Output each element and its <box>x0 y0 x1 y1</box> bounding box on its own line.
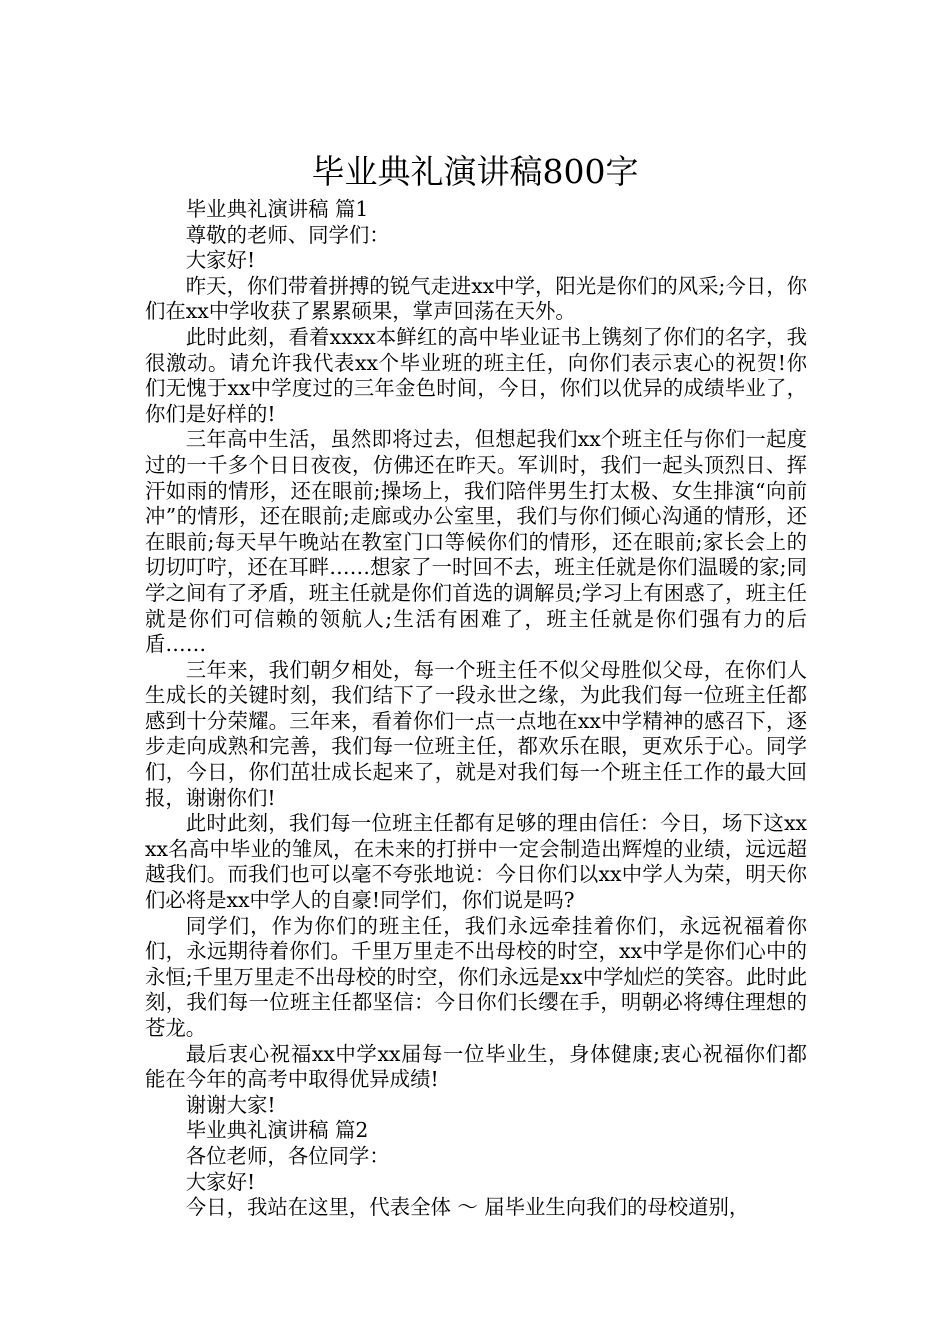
greeting: 大家好! <box>185 248 256 273</box>
document-title: 毕业典礼演讲稿800字 <box>311 152 639 192</box>
paragraph: 今日，我站在这里，代表全体 ～ 届毕业生向我们的母校道别， <box>185 1195 750 1220</box>
greeting: 大家好! <box>185 1169 256 1194</box>
paragraph: 三年高中生活，虽然即将过去，但想起我们xx个班主任与你们一起度过的一千多个日日夜夜，仿佛还在昨天。军训时，我们一起头顶烈日、挥汗如雨的情形，还在眼前;操场上，我们陪伴男生打太极、女生排演“向前冲”的情形，还在眼前;走廊或办公室里，我们与你们倾心沟通的情形，还在眼前;每天早午晚站在教室门口等候你们的情形，还在眼前;家长会上的切切叮咛，还在耳畔……想家了一时回不去，班主任就是你们温暖的家;同学之间有了矛盾，班主任就是你们首选的调解员;学习上有困惑了，班主任就是你们可信赖的领航人;生活有困难了，班主任就是你们强有力的后盾…… <box>145 427 807 657</box>
salutation: 各位老师，各位同学： <box>185 1143 390 1168</box>
paragraph: 同学们，作为你们的班主任，我们永远牵挂着你们，永远祝福着你们，永远期待着你们。千里万里走不出母校的时空，xx中学是你们心中的永恒;千里万里走不出母校的时空，你们永远是xx中学灿烂的笑容。此时此刻，我们每一位班主任都坚信：今日你们长缨在手，明朝必将缚住理想的苍龙。 <box>145 913 807 1040</box>
paragraph: 昨天，你们带着拼搏的锐气走进xx中学，阳光是你们的风采;今日，你们在xx中学收获了累累硕果，掌声回荡在天外。 <box>145 273 807 324</box>
closing: 谢谢大家! <box>185 1092 276 1117</box>
paragraph: 最后衷心祝福xx中学xx届每一位毕业生，身体健康;衷心祝福你们都能在今年的高考中取得优异成绩! <box>145 1041 807 1092</box>
paragraph: 此时此刻，看着xxxx本鲜红的高中毕业证书上镌刻了你们的名字，我很激动。请允许我代表xx个毕业班的班主任，向你们表示衷心的祝贺!你们无愧于xx中学度过的三年金色时间，今日，你们以优异的成绩毕业了，你们是好样的! <box>145 324 807 426</box>
salutation: 尊敬的老师、同学们： <box>185 222 390 247</box>
paragraph: 此时此刻，我们每一位班主任都有足够的理由信任：今日，场下这xxxx名高中毕业的雏凤，在未来的打拼中一定会制造出辉煌的业绩，远远超越我们。而我们也可以毫不夸张地说：今日你们以xx中学人为荣，明天你们必将是xx中学人的自豪!同学们，你们说是吗? <box>145 811 807 913</box>
document-body <box>145 197 807 1221</box>
section-heading-2: 毕业典礼演讲稿 篇2 <box>185 1118 369 1143</box>
section-heading-1: 毕业典礼演讲稿 篇1 <box>185 197 369 221</box>
paragraph: 三年来，我们朝夕相处，每一个班主任不似父母胜似父母，在你们人生成长的关键时刻，我们结下了一段永世之缘，为此我们每一位班主任都感到十分荣耀。三年来，看着你们一点一点地在xx中学精神的感召下，逐步走向成熟和完善，我们每一位班主任，都欢乐在眼，更欢乐于心。同学们，今日，你们茁壮成长起来了，就是对我们每一个班主任工作的最大回报，谢谢你们! <box>145 657 807 810</box>
